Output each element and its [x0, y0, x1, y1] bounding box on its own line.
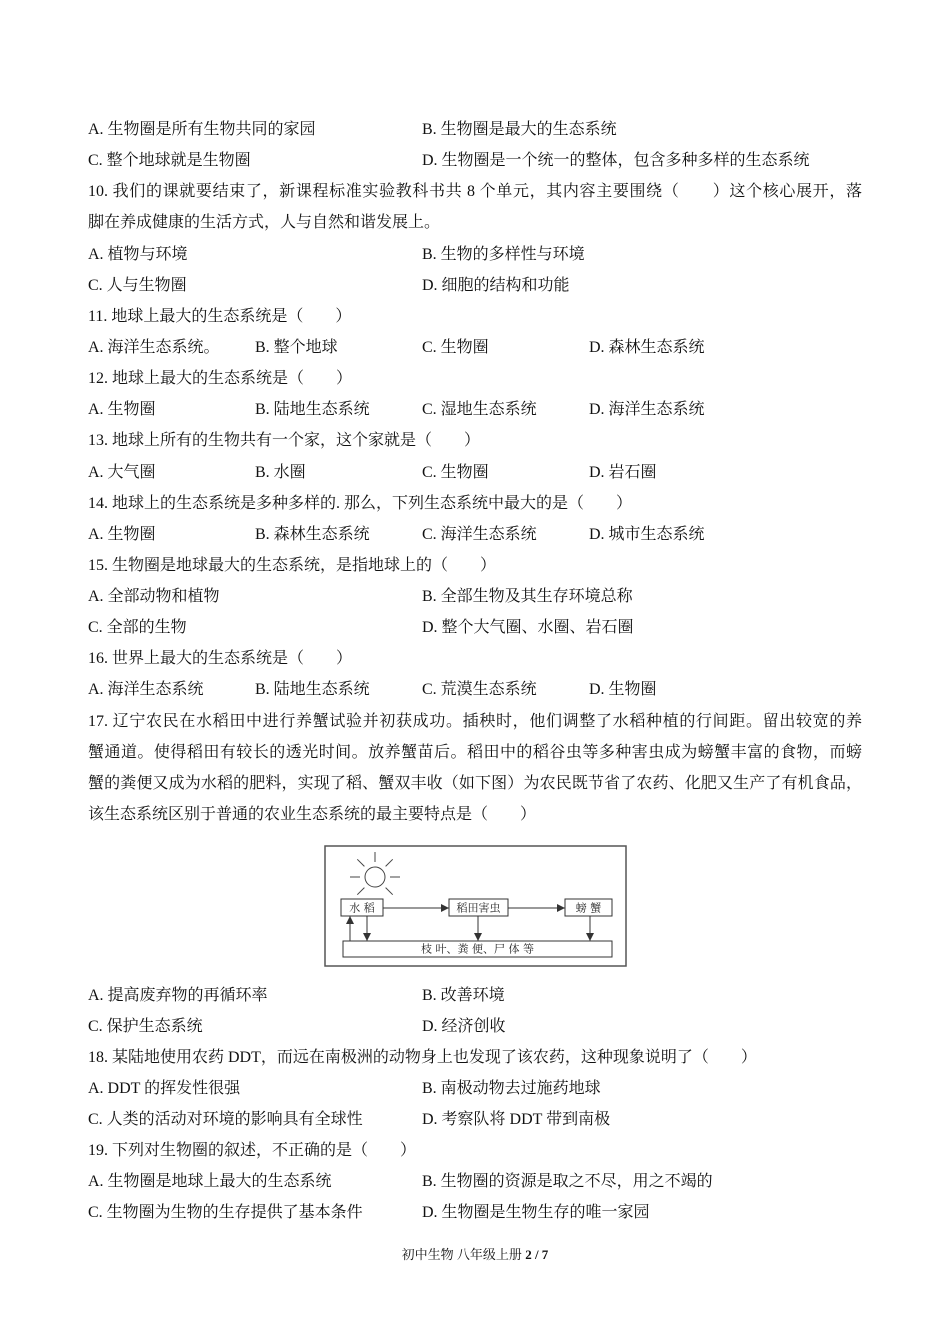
q13-option-d: D. 岩石圈 — [589, 464, 657, 481]
sun-disc — [365, 867, 385, 887]
q11-option-c: C. 生物圈 — [422, 339, 489, 356]
q18-option-c: C. 人类的活动对环境的影响具有全球性 — [88, 1111, 363, 1128]
page-footer — [0, 1246, 950, 1264]
q18-stem: 18. 某陆地使用农药 DDT，而远在南极洲的动物身上也发现了该农药，这种现象说明了（ ） — [88, 1049, 757, 1066]
q17-stem-line-4: 该生态系统区别于普通的农业生态系统的最主要特点是（ ） — [88, 806, 537, 823]
q12-stem: 12. 地球上最大的生态系统是（ ） — [88, 370, 353, 387]
rice-node-label: 水 稻 — [349, 901, 375, 915]
q17-option-b: B. 改善环境 — [422, 987, 505, 1004]
q16-option-d: D. 生物圈 — [589, 681, 657, 698]
q16-option-b: B. 陆地生态系统 — [255, 681, 370, 698]
q10-stem-line-1: 10. 我们的课就要结束了，新课程标准实验教科书共 8 个单元，其内容主要围绕（ ）这个核心展开，落 — [88, 183, 862, 200]
q15-option-a: A. 全部动物和植物 — [88, 588, 220, 605]
q19-stem: 19. 下列对生物圈的叙述，不正确的是（ ） — [88, 1142, 417, 1159]
q9-option-a: A. 生物圈是所有生物共同的家园 — [88, 121, 316, 138]
q17-stem-line-2: 蟹通道。使得稻田有较长的透光时间。放养蟹苗后。稻田中的稻谷虫等多种害虫成为螃蟹丰富的食物，而螃 — [88, 744, 862, 761]
sun-ray — [386, 859, 393, 866]
q17-stem-line-3: 蟹的粪便又成为水稻的肥料，实现了稻、蟹双丰收（如下图）为农民既节省了农药、化肥又生产了有机食品， — [88, 775, 862, 792]
sun-ray — [357, 888, 364, 895]
q15-option-b: B. 全部生物及其生存环境总称 — [422, 588, 633, 605]
q12-option-c: C. 湿地生态系统 — [422, 401, 537, 418]
q11-stem: 11. 地球上最大的生态系统是（ ） — [88, 308, 352, 325]
q17-option-d: D. 经济创收 — [422, 1018, 506, 1035]
q18-option-a: A. DDT 的挥发性很强 — [88, 1080, 241, 1097]
footer-label: 初中生物 八年级上册 — [401, 1247, 526, 1262]
sun-ray — [386, 888, 393, 895]
q10-option-b: B. 生物的多样性与环境 — [422, 246, 585, 263]
q12-option-a: A. 生物圈 — [88, 401, 156, 418]
page-number: 2 / 7 — [525, 1247, 549, 1262]
q15-option-d: D. 整个大气圈、水圈、岩石圈 — [422, 619, 634, 636]
sun-icon — [350, 852, 400, 895]
q14-option-b: B. 森林生态系统 — [255, 526, 370, 543]
q17-option-a: A. 提高废弃物的再循环率 — [88, 987, 268, 1004]
q10-option-c: C. 人与生物圈 — [88, 277, 187, 294]
q11-option-b: B. 整个地球 — [255, 339, 338, 356]
q14-option-d: D. 城市生态系统 — [589, 526, 705, 543]
q13-option-c: C. 生物圈 — [422, 464, 489, 481]
sun-ray — [357, 859, 364, 866]
q15-option-c: C. 全部的生物 — [88, 619, 187, 636]
q9-option-d: D. 生物圈是一个统一的整体，包含多种多样的生态系统 — [422, 152, 810, 169]
q14-option-c: C. 海洋生态系统 — [422, 526, 537, 543]
q14-stem: 14. 地球上的生态系统是多种多样的. 那么，下列生态系统中最大的是（ ） — [88, 495, 633, 512]
q18-option-b: B. 南极动物去过施药地球 — [422, 1080, 601, 1097]
q10-option-d: D. 细胞的结构和功能 — [422, 277, 570, 294]
q12-option-b: B. 陆地生态系统 — [255, 401, 370, 418]
q12-option-d: D. 海洋生态系统 — [589, 401, 705, 418]
q17-stem-line-1: 17. 辽宁农民在水稻田中进行养蟹试验并初获成功。插秧时，他们调整了水稻种植的行间距。留出较宽的养 — [88, 713, 862, 730]
q19-option-c: C. 生物圈为生物的生存提供了基本条件 — [88, 1204, 363, 1221]
q16-option-c: C. 荒漠生态系统 — [422, 681, 537, 698]
q19-option-d: D. 生物圈是生物生存的唯一家园 — [422, 1204, 650, 1221]
q11-option-d: D. 森林生态系统 — [589, 339, 705, 356]
q11-option-a: A. 海洋生态系统。 — [88, 339, 220, 356]
q13-option-b: B. 水圈 — [255, 464, 306, 481]
q9-option-c: C. 整个地球就是生物圈 — [88, 152, 251, 169]
crab-node-label: 螃 蟹 — [575, 901, 602, 915]
pest-node-label: 稻田害虫 — [456, 901, 501, 915]
q10-option-a: A. 植物与环境 — [88, 246, 188, 263]
q15-stem: 15. 生物圈是地球最大的生态系统，是指地球上的（ ） — [88, 557, 497, 574]
q14-option-a: A. 生物圈 — [88, 526, 156, 543]
q13-option-a: A. 大气圈 — [88, 464, 156, 481]
q16-option-a: A. 海洋生态系统 — [88, 681, 204, 698]
rice-crab-ecosystem-figure — [324, 845, 627, 967]
q19-option-a: A. 生物圈是地球上最大的生态系统 — [88, 1173, 332, 1190]
q10-stem-line-2: 脚在养成健康的生活方式，人与自然和谐发展上。 — [88, 214, 441, 231]
q13-stem: 13. 地球上所有的生物共有一个家，这个家就是（ ） — [88, 432, 481, 449]
q16-stem: 16. 世界上最大的生态系统是（ ） — [88, 650, 353, 667]
q18-option-d: D. 考察队将 DDT 带到南极 — [422, 1111, 611, 1128]
q17-option-c: C. 保护生态系统 — [88, 1018, 203, 1035]
residue-pool-label: 枝 叶、粪 便、尸 体 等 — [421, 942, 534, 956]
q9-option-b: B. 生物圈是最大的生态系统 — [422, 121, 617, 138]
q19-option-b: B. 生物圈的资源是取之不尽，用之不竭的 — [422, 1173, 713, 1190]
